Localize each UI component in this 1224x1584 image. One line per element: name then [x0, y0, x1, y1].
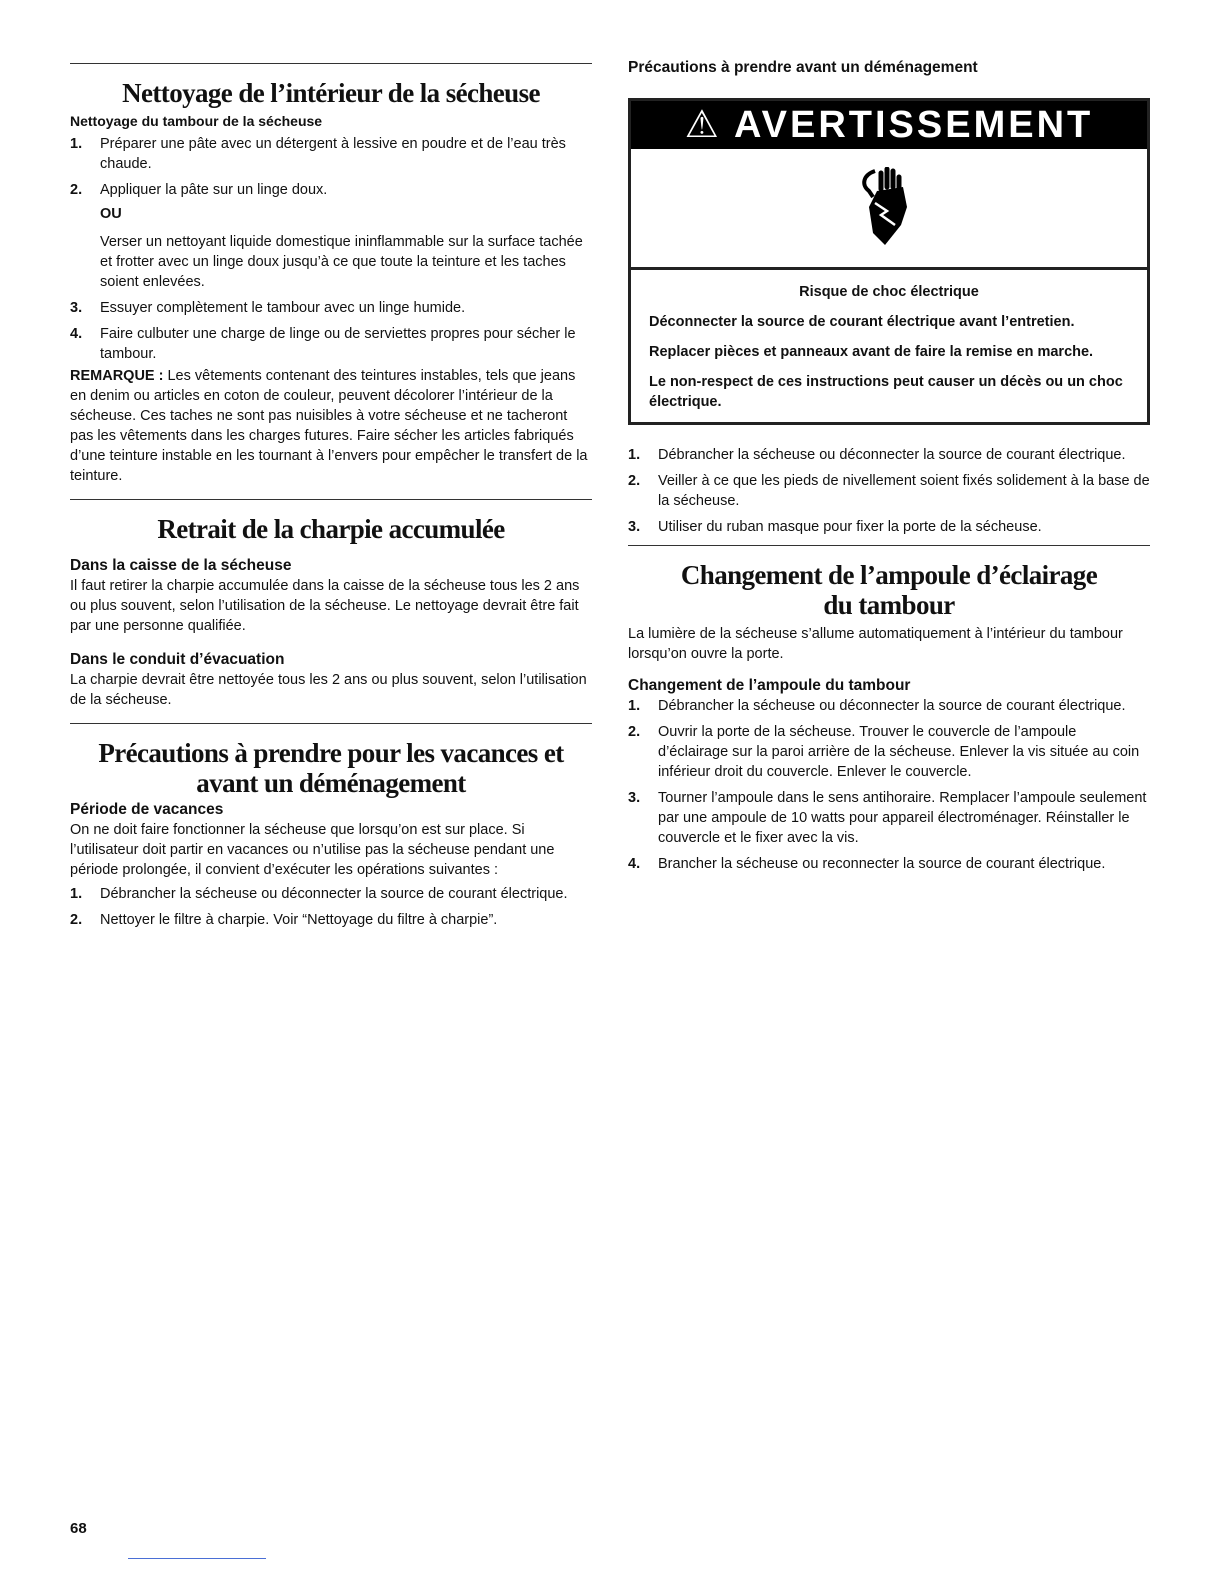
list-item: 4. Brancher la sécheuse ou reconnecter la source de courant électrique. — [628, 856, 1106, 872]
list-item: 1. Débrancher la sécheuse ou déconnecter la source de courant électrique. — [70, 886, 568, 902]
electric-shock-hand-icon — [857, 167, 927, 251]
list-item: 3. Essuyer complètement le tambour avec un linge humide. — [70, 300, 466, 316]
warning-header: ⚠ AVERTISSEMENT — [631, 101, 1147, 149]
warning-box — [628, 98, 1150, 425]
subtitle-exhaust: Dans le conduit d’évacuation — [70, 651, 285, 668]
section-divider — [628, 545, 1150, 546]
section-divider — [70, 499, 592, 500]
list-item: 3. Tourner l’ampoule dans le sens antihoraire. Remplacer l’ampoule seulement par une ampoule de 10 watts pour appareil électroménager. Réinstaller le couvercle et le fixer avec la vis. — [628, 790, 1147, 846]
section-divider — [70, 63, 592, 64]
exhaust-paragraph: La charpie devrait être nettoyée tous les 2 ans ou plus souvent, selon l’utilisation de la sécheuse. — [70, 672, 587, 708]
subtitle-cabinet: Dans la caisse de la sécheuse — [70, 557, 292, 574]
subtitle-drum-cleaning: Nettoyage du tambour de la sécheuse — [70, 113, 323, 129]
warning-triangle-icon: ⚠ — [684, 104, 722, 146]
cleaning-steps — [70, 134, 592, 200]
list-item: 2. Nettoyer le filtre à charpie. Voir “Nettoyage du filtre à charpie”. — [70, 912, 498, 928]
warning-title: Risque de choc électrique — [799, 284, 979, 300]
right-column — [628, 0, 1150, 880]
list-item: 2. Appliquer la pâte sur un linge doux. — [70, 182, 328, 198]
vacation-paragraph: On ne doit faire fonctionner la sécheuse que lorsqu’on est sur place. Si l’utilisateur doit partir en vacances ou n’utilise pas la sécheuse pendant une période prolongée, il convient d’exécuter les opérations suivantes : — [70, 822, 555, 878]
section-title-cleaning: Nettoyage de l’intérieur de la sécheuse — [122, 78, 540, 108]
list-item: 1. Préparer une pâte avec un détergent à lessive en poudre et de l’eau très chaude. — [70, 136, 566, 172]
cleaning-steps-cont — [70, 298, 592, 364]
note-paragraph: REMARQUE : Les vêtements contenant des teintures instables, tels que jeans en denim ou articles en coton de couleur, peuvent décolorer l’intérieur de la sécheuse. Ces taches ne sont pas nuisibles à votre sécheuse et ne tacheront pas les vêtements dans les charges futures. Faire sécher les articles fabriqués d’une teinture instable en les tournant à l’envers pour empêcher le transfert de la teinture. — [70, 368, 588, 484]
list-item: 4. Faire culbuter une charge de linge ou de serviettes propres pour sécher le tambour. — [70, 326, 576, 362]
list-item: 1. Débrancher la sécheuse ou déconnecter la source de courant électrique. — [628, 698, 1126, 714]
cabinet-paragraph: Il faut retirer la charpie accumulée dans la caisse de la sécheuse tous les 2 ans ou plus souvent, selon l’utilisation de la sécheuse. Le nettoyage devrait être fait par une personne qualifiée. — [70, 578, 580, 634]
left-column — [70, 0, 592, 936]
warning-text — [631, 270, 1147, 422]
warning-line: Le non-respect de ces instructions peut causer un décès ou un choc électrique. — [649, 374, 1123, 410]
alternative-step: Verser un nettoyant liquide domestique ininflammable sur la surface tachée et frotter avec un linge doux jusqu’à ce que toute la teinture et les taches soient enlevées. — [100, 234, 583, 290]
moving-steps — [628, 445, 1150, 537]
section-title-vacation: Précautions à prendre pour les vacances et avant un déménagement — [98, 738, 564, 798]
list-item: 3. Utiliser du ruban masque pour fixer la porte de la sécheuse. — [628, 519, 1042, 535]
note-label: REMARQUE : — [70, 368, 164, 384]
subtitle-bulb: Changement de l’ampoule du tambour — [628, 677, 911, 694]
or-label: OU — [100, 206, 122, 222]
footer-line — [128, 1558, 266, 1559]
warning-line: Déconnecter la source de courant électrique avant l’entretien. — [649, 314, 1075, 330]
vacation-steps — [70, 884, 592, 930]
subtitle-moving: Précautions à prendre avant un déménagement — [628, 59, 978, 76]
bulb-steps — [628, 696, 1150, 874]
warning-line: Replacer pièces et panneaux avant de faire la remise en marche. — [649, 344, 1094, 360]
bulb-paragraph: La lumière de la sécheuse s’allume automatiquement à l’intérieur du tambour lorsqu’on ouvre la porte. — [628, 626, 1123, 662]
icon-area — [631, 149, 1147, 270]
page-number: 68 — [70, 1520, 87, 1537]
section-divider — [70, 723, 592, 724]
list-item: 2. Veiller à ce que les pieds de nivellement soient fixés solidement à la base de la sécheuse. — [628, 473, 1150, 509]
list-item: 2. Ouvrir la porte de la sécheuse. Trouver le couvercle de l’ampoule d’éclairage sur la paroi arrière de la sécheuse. Enlever la vis située au coin inférieur droit du couvercle. Enlever le couvercle. — [628, 724, 1140, 780]
section-title-bulb: Changement de l’ampoule d’éclairage du tambour — [680, 560, 1098, 620]
list-item: 1. Débrancher la sécheuse ou déconnecter la source de courant électrique. — [628, 447, 1126, 463]
section-title-lint: Retrait de la charpie accumulée — [157, 514, 505, 544]
subtitle-vacation: Période de vacances — [70, 801, 224, 818]
